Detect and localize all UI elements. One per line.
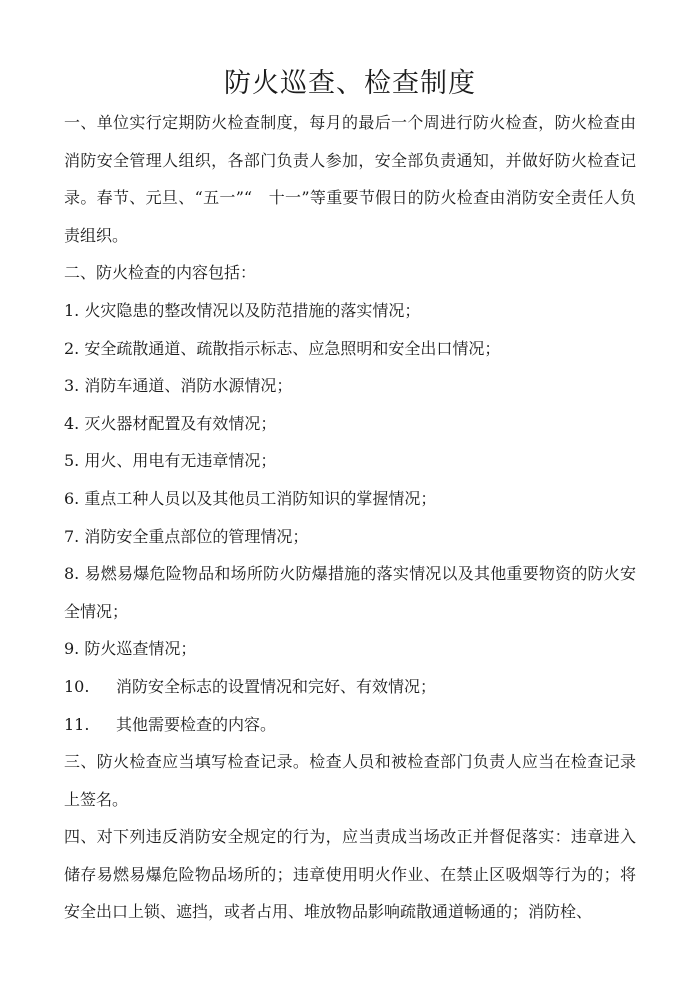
list-item-9: 9. 防火巡查情况； xyxy=(64,639,197,659)
list-item-11 xyxy=(64,706,636,744)
paragraph-section-4: 四、对下列违反消防安全规定的行为，应当责成当场改正并督促落实：违章进入储存易燃易爆危险物品场所的；违章使用明火作业、在禁止区吸烟等行为的；将安全出口上锁、遮挡，或者占用、堆放物品影响疏散通道畅通的；消防栓、 xyxy=(64,827,636,922)
list-item-1: 1. 火灾隐患的整改情况以及防范措施的落实情况； xyxy=(64,300,421,320)
paragraph-section-3: 三、防火检查应当填写检查记录。检查人员和被检查部门负责人应当在检查记录上签名。 xyxy=(64,752,636,809)
list-item-10-text: 消防安全标志的设置情况和完好、有效情况； xyxy=(116,676,437,696)
list-item-11-text: 其他需要检查的内容。 xyxy=(116,714,277,734)
list-item-10 xyxy=(64,668,636,706)
document-body xyxy=(64,104,636,931)
list-item-6: 6. 重点工种人员以及其他员工消防知识的掌握情况； xyxy=(64,488,437,508)
list-item-8: 8. 易燃易爆危险物品和场所防火防爆措施的落实情况以及其他重要物资的防火安全情况； xyxy=(64,564,636,621)
list-item-3: 3. 消防车通道、消防水源情况； xyxy=(64,376,293,396)
paragraph-section-2-heading: 二、防火检查的内容包括： xyxy=(64,263,257,283)
list-item-7: 7. 消防安全重点部位的管理情况； xyxy=(64,526,309,546)
document-title: 防火巡查、检查制度 xyxy=(224,68,476,99)
list-item-10-number: 10. xyxy=(64,676,90,696)
list-item-2: 2. 安全疏散通道、疏散指示标志、应急照明和安全出口情况； xyxy=(64,338,501,358)
paragraph-section-1: 一、单位实行定期防火检查制度，每月的最后一个周进行防火检查，防火检查由消防安全管理人组织，各部门负责人参加，安全部负责通知，并做好防火检查记录。春节、元旦、“五一”“ 十一”等重要节假日的防火检查由消防安全责任人负责组织。 xyxy=(64,113,636,245)
list-item-4: 4. 灭火器材配置及有效情况； xyxy=(64,413,277,433)
list-item-5: 5. 用火、用电有无违章情况； xyxy=(64,451,277,471)
list-item-11-number: 11. xyxy=(64,714,90,734)
